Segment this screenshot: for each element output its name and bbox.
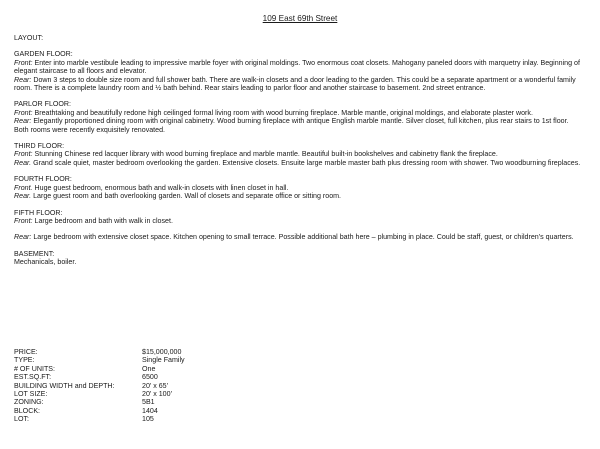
third-rear-paragraph xyxy=(14,159,584,167)
spec-value: Single Family xyxy=(142,356,185,365)
spec-value: One xyxy=(142,364,156,373)
fifth-rear-paragraph xyxy=(14,233,584,241)
garden-rear-label: Rear: xyxy=(14,75,32,84)
fourth-rear-label: Rear. xyxy=(14,192,32,201)
spec-value: 20' x 65' xyxy=(142,381,168,390)
spec-value: 20' x 100' xyxy=(142,389,172,398)
spec-label: BUILDING WIDTH and DEPTH: xyxy=(14,381,115,390)
spec-row xyxy=(14,407,314,415)
parlor-front-paragraph xyxy=(14,109,584,117)
spec-row xyxy=(14,348,314,356)
spec-value: $15,000,000 xyxy=(142,348,182,356)
fourth-front-paragraph xyxy=(14,184,584,192)
spec-label: ZONING: xyxy=(14,398,44,407)
fifth-rear-label: Rear: xyxy=(14,233,32,242)
spec-value: 6500 xyxy=(142,373,158,382)
spec-row xyxy=(14,382,314,390)
third-front-label: Front: xyxy=(14,150,33,159)
fourth-floor-heading: FOURTH FLOOR: xyxy=(14,175,72,184)
fourth-rear-paragraph xyxy=(14,192,584,200)
spec-label: EST.SQ.FT: xyxy=(14,373,52,382)
parlor-rear-paragraph xyxy=(14,117,584,125)
spec-value: 105 xyxy=(142,415,154,424)
spec-label: LOT: xyxy=(14,415,29,424)
layout-heading: LAYOUT: xyxy=(14,34,44,42)
third-front-paragraph xyxy=(14,150,584,158)
spec-label: LOT SIZE: xyxy=(14,389,48,398)
fifth-front-paragraph xyxy=(14,217,584,225)
garden-front-paragraph xyxy=(14,59,584,76)
garden-front-label: Front: xyxy=(14,58,33,67)
spec-value: 5B1 xyxy=(142,398,155,407)
fourth-front-text: Huge guest bedroom, enormous bath and walk-in closets with linen closet in hall. xyxy=(32,183,289,192)
spec-label: TYPE: xyxy=(14,356,35,365)
document-title: 109 East 69th Street xyxy=(262,14,338,23)
parlor-rear-label: Rear: xyxy=(14,117,32,126)
spec-row xyxy=(14,415,314,423)
fifth-floor-heading: FIFTH FLOOR: xyxy=(14,208,63,217)
third-rear-text: Grand scale quiet, master bedroom overlooking the garden. Extensive closets. Ensuite large marble master bath plus dressing room with shower. Two woodburning fireplaces. xyxy=(31,158,581,167)
garden-rear-paragraph xyxy=(14,76,584,93)
parlor-floor-heading: PARLOR FLOOR: xyxy=(14,100,72,109)
fifth-front-text: Large bedroom and bath with walk in closet. xyxy=(32,216,173,225)
fourth-rear-text: Large guest room and bath overlooking garden. Wall of closets and separate office or sitting room. xyxy=(31,192,342,201)
parlor-note: Both rooms were recently exquisitely renovated. xyxy=(14,125,166,134)
spec-row xyxy=(14,390,314,398)
parlor-rear-text: Elegantly proportioned dining room with original cabinetry. Wood burning fireplace with antique English marble mantle. Silver closet, full kitchen, plus rear stairs to 1st floor. xyxy=(31,117,569,126)
spec-row xyxy=(14,356,314,364)
spec-row xyxy=(14,373,314,381)
layout-section xyxy=(14,34,584,267)
spec-value: 1404 xyxy=(142,406,158,415)
basement-heading: BASEMENT: xyxy=(14,249,55,258)
third-floor-heading: THIRD FLOOR: xyxy=(14,142,65,151)
third-front-text: Stunning Chinese red lacquer library with wood burning fireplace and marble mantle. Beautiful built-in bookshelves and cabinetry flank the fireplace. xyxy=(32,150,498,159)
property-specs xyxy=(14,348,314,424)
parlor-front-label: Front: xyxy=(14,108,33,117)
spec-row xyxy=(14,398,314,406)
spec-label: PRICE: xyxy=(14,348,38,356)
fourth-front-label: Front. xyxy=(14,183,33,192)
fifth-rear-text: Large bedroom with extensive closet space. Kitchen opening to small terrace. Possible additional bath here – plumbing in place. Could be staff, guest, or children's quarters. xyxy=(31,233,574,242)
spec-label: BLOCK: xyxy=(14,406,41,415)
basement-text: Mechanicals, boiler. xyxy=(14,258,77,267)
spec-label: # OF UNITS: xyxy=(14,364,55,373)
garden-rear-text: Down 3 steps to double size room and full shower bath. There are walk-in closets and a door leading to the garden. This could be a separate apartment or a wonderful family room. There is a complete laundry room and ½ bath behind. Rear stairs leading to parlor floor and another staircase to basement. 2nd street entrance. xyxy=(14,75,576,93)
garden-floor-heading: GARDEN FLOOR: xyxy=(14,50,73,59)
third-rear-label: Rear. xyxy=(14,158,32,167)
garden-front-text: Enter into marble vestibule leading to impressive marble foyer with original moldings. Two enormous coat closets. Mahogany paneled doors with marquetry inlay. Beginning of elegant staircase to all floors and elevator. xyxy=(14,58,580,76)
parlor-front-text: Breathtaking and beautifully redone high ceilinged formal living room with wood burning fireplace. Marble mantle, original moldings, and elaborate plaster work. xyxy=(32,108,533,117)
fifth-front-label: Front: xyxy=(14,216,33,225)
spec-row xyxy=(14,365,314,373)
